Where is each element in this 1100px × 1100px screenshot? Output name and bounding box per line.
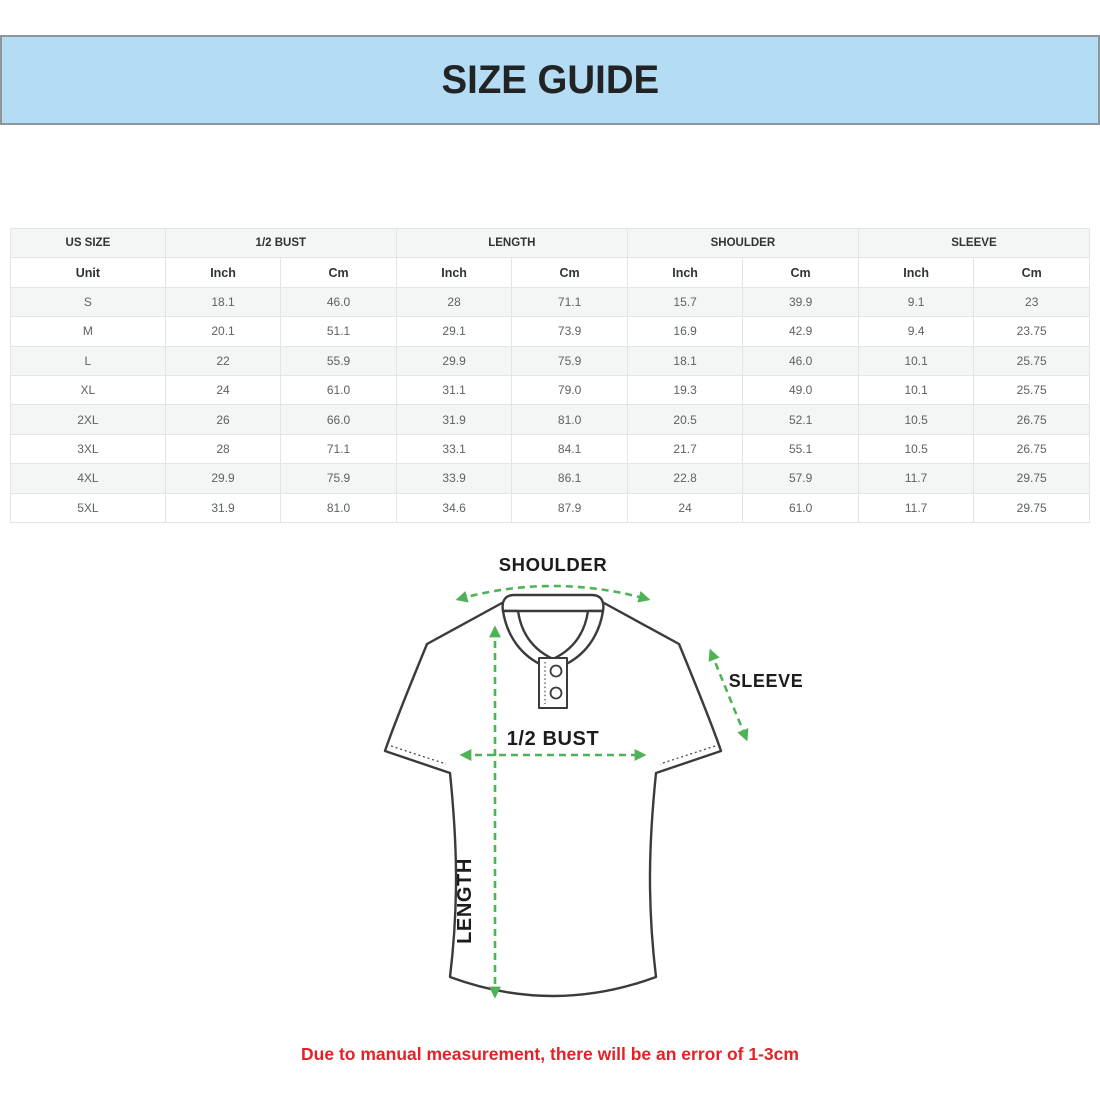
measurement-value-cell: 86.1 (512, 464, 628, 493)
table-row (11, 317, 1090, 346)
polo-shirt-outline (385, 595, 721, 996)
measurement-value-cell: 75.9 (281, 464, 397, 493)
column-header-sleeve: SLEEVE (858, 229, 1089, 258)
measurement-value-cell: 81.0 (281, 493, 397, 522)
measurement-value-cell: 34.6 (396, 493, 512, 522)
table-row (11, 375, 1090, 404)
measurement-value-cell: 49.0 (743, 375, 859, 404)
table-row (11, 405, 1090, 434)
measurement-value-cell: 29.75 (974, 493, 1090, 522)
table-row (11, 464, 1090, 493)
measurement-value-cell: 26.75 (974, 434, 1090, 463)
measurement-value-cell: 22.8 (627, 464, 743, 493)
table-unit-header-row (11, 258, 1090, 287)
measurement-value-cell: 24 (165, 375, 281, 404)
measurement-value-cell: 16.9 (627, 317, 743, 346)
unit-header: Inch (396, 258, 512, 287)
unit-header: Cm (281, 258, 397, 287)
measurement-value-cell: 25.75 (974, 375, 1090, 404)
column-header-half-bust: 1/2 BUST (165, 229, 396, 258)
measurement-value-cell: 22 (165, 346, 281, 375)
unit-header: Cm (743, 258, 859, 287)
column-header-shoulder: SHOULDER (627, 229, 858, 258)
measurement-value-cell: 9.4 (858, 317, 974, 346)
measurement-value-cell: 79.0 (512, 375, 628, 404)
measurement-value-cell: 10.5 (858, 405, 974, 434)
measurement-value-cell: 9.1 (858, 287, 974, 316)
measurement-value-cell: 26 (165, 405, 281, 434)
size-table (10, 228, 1090, 523)
unit-header: Cm (512, 258, 628, 287)
measurement-value-cell: 31.9 (165, 493, 281, 522)
measurement-value-cell: 18.1 (165, 287, 281, 316)
measurement-value-cell: 29.9 (165, 464, 281, 493)
size-label-cell: M (11, 317, 166, 346)
measurement-value-cell: 75.9 (512, 346, 628, 375)
shirt-measurement-diagram (330, 545, 810, 1023)
measurement-value-cell: 42.9 (743, 317, 859, 346)
measurement-value-cell: 84.1 (512, 434, 628, 463)
measurement-value-cell: 10.1 (858, 375, 974, 404)
measurement-value-cell: 28 (165, 434, 281, 463)
measurement-value-cell: 55.9 (281, 346, 397, 375)
measurement-value-cell: 23.75 (974, 317, 1090, 346)
measurement-value-cell: 20.1 (165, 317, 281, 346)
measurement-value-cell: 15.7 (627, 287, 743, 316)
measurement-value-cell: 66.0 (281, 405, 397, 434)
measurement-value-cell: 29.1 (396, 317, 512, 346)
measurement-value-cell: 21.7 (627, 434, 743, 463)
measurement-value-cell: 73.9 (512, 317, 628, 346)
size-table-body (11, 287, 1090, 522)
unit-header: Inch (165, 258, 281, 287)
measurement-value-cell: 33.1 (396, 434, 512, 463)
column-header-us-size: US SIZE (11, 229, 166, 258)
measurement-value-cell: 71.1 (281, 434, 397, 463)
page-title: SIZE GUIDE (441, 57, 659, 102)
measurement-value-cell: 10.1 (858, 346, 974, 375)
size-label-cell: 2XL (11, 405, 166, 434)
table-row (11, 493, 1090, 522)
measurement-value-cell: 20.5 (627, 405, 743, 434)
measurement-value-cell: 61.0 (743, 493, 859, 522)
measurement-value-cell: 39.9 (743, 287, 859, 316)
measurement-value-cell: 31.1 (396, 375, 512, 404)
measurement-value-cell: 29.75 (974, 464, 1090, 493)
sleeve-arrow (711, 652, 746, 738)
size-label-cell: L (11, 346, 166, 375)
table-row (11, 287, 1090, 316)
unit-header: Inch (858, 258, 974, 287)
measurement-value-cell: 51.1 (281, 317, 397, 346)
measurement-value-cell: 11.7 (858, 464, 974, 493)
measurement-value-cell: 24 (627, 493, 743, 522)
unit-header: Cm (974, 258, 1090, 287)
measurement-value-cell: 87.9 (512, 493, 628, 522)
size-label-cell: 3XL (11, 434, 166, 463)
measurement-value-cell: 71.1 (512, 287, 628, 316)
size-label-cell: S (11, 287, 166, 316)
measurement-value-cell: 81.0 (512, 405, 628, 434)
size-guide-banner (0, 35, 1100, 125)
measurement-value-cell: 46.0 (281, 287, 397, 316)
measurement-value-cell: 19.3 (627, 375, 743, 404)
measurement-value-cell: 57.9 (743, 464, 859, 493)
table-row (11, 434, 1090, 463)
shoulder-label: SHOULDER (498, 554, 608, 575)
table-row (11, 346, 1090, 375)
measurement-value-cell: 23 (974, 287, 1090, 316)
measurement-value-cell: 28 (396, 287, 512, 316)
measurement-value-cell: 46.0 (743, 346, 859, 375)
measurement-value-cell: 18.1 (627, 346, 743, 375)
measurement-value-cell: 10.5 (858, 434, 974, 463)
measurement-value-cell: 55.1 (743, 434, 859, 463)
measurement-error-note: Due to manual measurement, there will be an error of 1-3cm (301, 1044, 799, 1064)
sleeve-label: SLEEVE (728, 671, 804, 691)
measurement-value-cell: 61.0 (281, 375, 397, 404)
column-header-length: LENGTH (396, 229, 627, 258)
unit-header: Inch (627, 258, 743, 287)
measurement-value-cell: 11.7 (858, 493, 974, 522)
measurement-value-cell: 52.1 (743, 405, 859, 434)
unit-header: Unit (11, 258, 166, 287)
measurement-value-cell: 33.9 (396, 464, 512, 493)
measurement-value-cell: 31.9 (396, 405, 512, 434)
size-label-cell: 5XL (11, 493, 166, 522)
measurement-value-cell: 26.75 (974, 405, 1090, 434)
length-label: LENGTH (454, 858, 476, 944)
bust-label: 1/2 BUST (506, 728, 600, 750)
size-label-cell: XL (11, 375, 166, 404)
measurement-value-cell: 29.9 (396, 346, 512, 375)
table-group-header-row (11, 229, 1090, 258)
measurement-value-cell: 25.75 (974, 346, 1090, 375)
size-label-cell: 4XL (11, 464, 166, 493)
